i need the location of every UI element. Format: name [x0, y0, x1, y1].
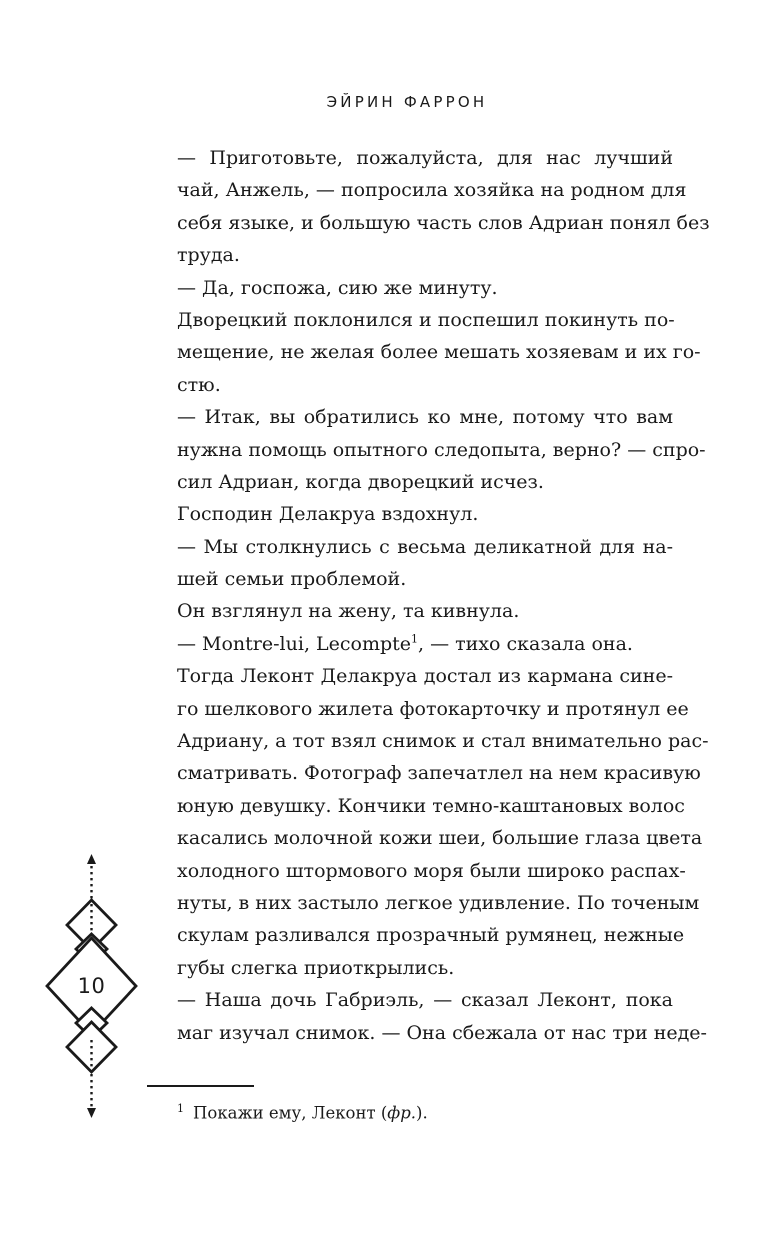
text-line: Адриану, а тот взял снимок и стал внимательно рас- [177, 730, 709, 753]
text-line: шей семьи проблемой. [177, 568, 407, 591]
running-head: ЭЙРИН ФАРРОН [326, 93, 488, 111]
text-line: труда. [177, 244, 240, 267]
text-line: го шелкового жилета фотокарточку и протянул ее [177, 697, 689, 720]
footnote-marker[interactable]: 1 [411, 632, 419, 646]
body-text [177, 142, 710, 1049]
text-line: нужна помощь опытного следопыта, верно? — спро- [177, 438, 706, 461]
arrow-down-icon [87, 1108, 96, 1118]
text-line: сматривать. Фотограф запечатлел на нем красивую [177, 762, 701, 785]
text-line: касались молочной кожи шеи, большие глаза цвета [177, 827, 703, 850]
text-line: — Montre-lui, Lecompte$^1$, — тихо сказала она. [177, 632, 633, 655]
text-line: себя языке, и большую часть слов Адриан понял без [177, 211, 710, 234]
text-line: — Приготовьте, пожалуйста, для нас лучший [177, 147, 673, 169]
text-line: — Наша дочь Габриэль, — сказал Леконт, пока [177, 989, 673, 1012]
footnote-italic: фр. [387, 1103, 417, 1123]
footnote-text: Покажи ему, Леконт ( [193, 1103, 388, 1123]
page-number: 10 [77, 974, 106, 998]
text-line: — Итак, вы обратились ко мне, потому что вам [177, 406, 673, 429]
footnote: $^1$ Покажи ему, Леконт (фр.). [177, 1102, 428, 1123]
text-line: сил Адриан, когда дворецкий исчез. [177, 470, 544, 493]
footnote-number: 1 [177, 1102, 184, 1115]
text-line: холодного штормового моря были широко распах- [177, 859, 686, 882]
text-line: губы слегка приоткрылись. [177, 956, 455, 979]
text-line: — Мы столкнулись с весьма деликатной для на- [177, 535, 673, 558]
text-line: нуты, в них застыло легкое удивление. По точеным [177, 891, 700, 914]
text-line: — Да, госпожа, сию же минуту. [177, 276, 498, 299]
text-line: Тогда Леконт Делакруа достал из кармана сине- [177, 665, 673, 688]
text-line: мещение, не желая более мешать хозяевам и их го- [177, 341, 701, 364]
text-line: Он взглянул на жену, та кивнула. [177, 600, 520, 623]
text-line: Дворецкий поклонился и поспешил покинуть по- [177, 308, 675, 331]
footnote-divider [147, 1085, 254, 1087]
text-line: маг изучал снимок. — Она сбежала от нас три неде- [177, 1021, 707, 1044]
arrow-up-icon [87, 854, 96, 864]
text-line: скулам разливался прозрачный румянец, нежные [177, 924, 685, 947]
text-line: юную девушку. Кончики темно-каштановых волос [177, 794, 685, 817]
text-line: стю. [177, 373, 221, 396]
text-line: Господин Делакруа вздохнул. [177, 503, 479, 526]
text-line: чай, Анжель, — попросила хозяйка на родном для [177, 179, 687, 202]
